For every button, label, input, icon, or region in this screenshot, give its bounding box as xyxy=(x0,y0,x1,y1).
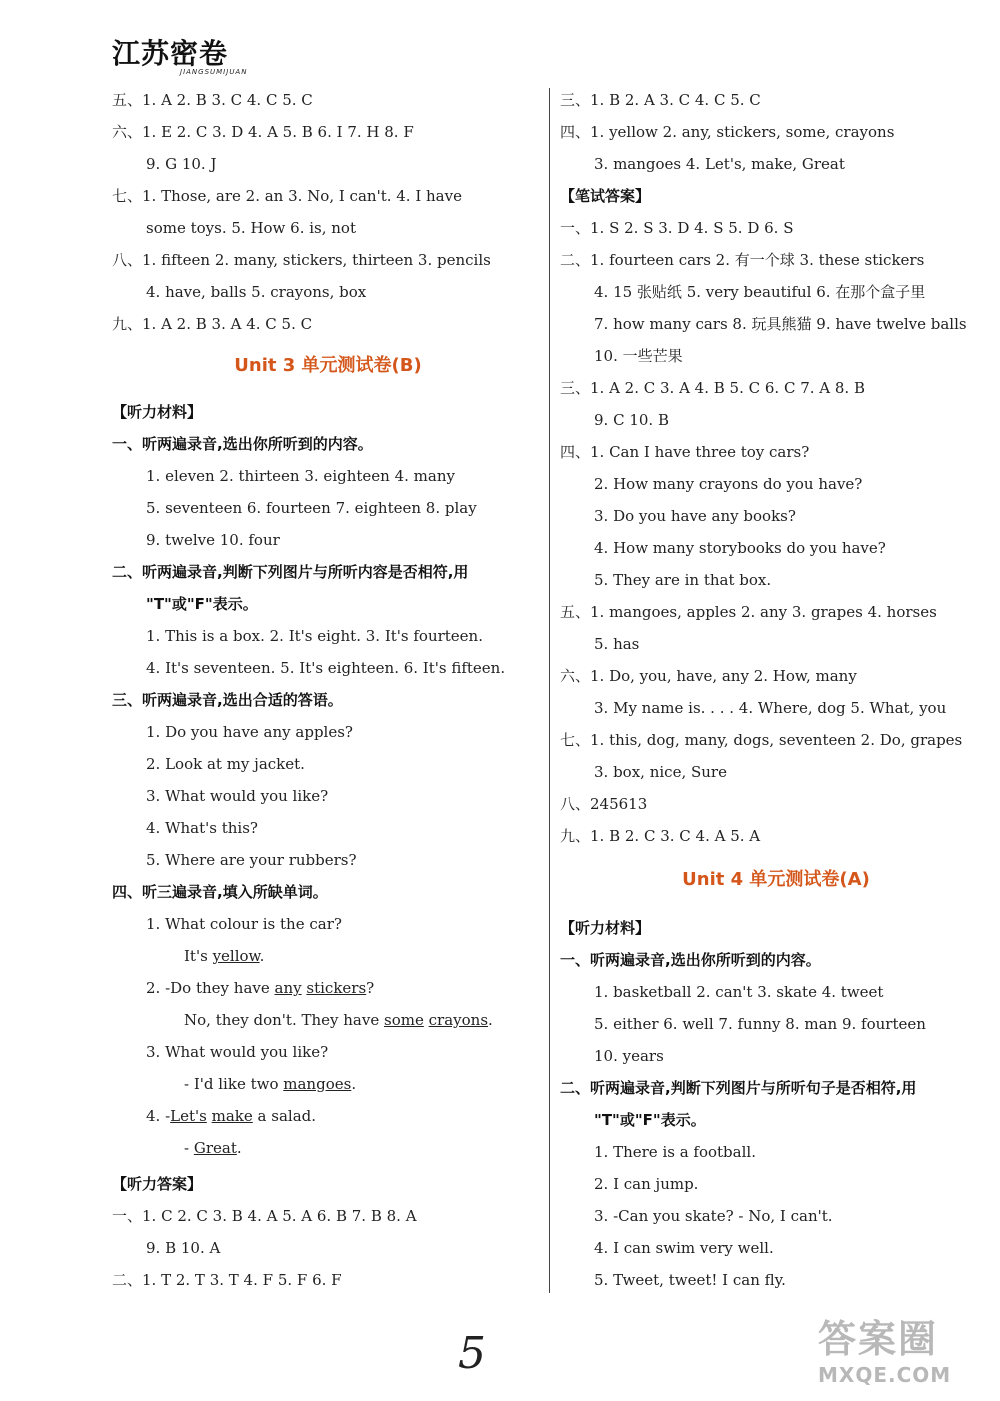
dialogue-text: . xyxy=(488,1011,493,1029)
section-heading: 【听力材料】 xyxy=(112,403,203,421)
filled-word: crayons xyxy=(428,1011,489,1029)
filled-word: mangoes xyxy=(283,1075,352,1093)
answer-line: 3. What would you like? xyxy=(146,1043,329,1061)
dialogue-line xyxy=(146,1106,316,1126)
question-heading: 二、听两遍录音,判断下列图片与所听内容是否相符,用 xyxy=(112,563,469,581)
answer-line: 4. It's seventeen. 5. It's eighteen. 6. It's fifteen. xyxy=(146,659,506,677)
dialogue-text: . xyxy=(351,1075,357,1093)
section-heading: 【听力答案】 xyxy=(112,1175,203,1193)
answer-line: 4. have, balls 5. crayons, box xyxy=(146,283,367,301)
answer-line: 九、1. B 2. C 3. C 4. A 5. A xyxy=(560,827,761,845)
dialogue-text: a salad. xyxy=(257,1107,317,1125)
answer-line: 2. I can jump. xyxy=(594,1175,699,1193)
answer-line: 1. Do you have any apples? xyxy=(146,723,353,741)
answer-line: some toys. 5. How 6. is, not xyxy=(146,219,356,237)
answer-line: 四、1. Can I have three toy cars? xyxy=(560,443,810,461)
answer-line: 9. twelve 10. four xyxy=(146,531,280,549)
answer-line: 一、1. C 2. C 3. B 4. A 5. A 6. B 7. B 8. A xyxy=(112,1207,417,1225)
section-heading: 【笔试答案】 xyxy=(560,187,651,205)
filled-word: Let's xyxy=(170,1107,207,1125)
answer-line: 10. 一些芒果 xyxy=(594,347,683,365)
dialogue-line xyxy=(184,1010,493,1030)
answer-line: 二、1. fourteen cars 2. 有一个球 3. these stickers xyxy=(560,251,925,269)
answer-line: 三、1. B 2. A 3. C 4. C 5. C xyxy=(560,91,761,109)
dialogue-line xyxy=(146,978,374,998)
filled-word: any xyxy=(274,979,302,997)
dialogue-text: - I'd like two xyxy=(184,1075,279,1093)
question-heading: 一、听两遍录音,选出你所听到的内容。 xyxy=(112,435,373,453)
dialogue-line xyxy=(184,1138,242,1158)
answer-line: 5. Where are your rubbers? xyxy=(146,851,357,869)
answer-line: 5. either 6. well 7. funny 8. man 9. fourteen xyxy=(594,1015,926,1033)
dialogue-text: . xyxy=(259,947,265,965)
answer-line: 六、1. E 2. C 3. D 4. A 5. B 6. I 7. H 8. F xyxy=(112,123,414,141)
answer-line: 五、1. A 2. B 3. C 4. C 5. C xyxy=(112,91,313,109)
answer-line: 七、1. this, dog, many, dogs, seventeen 2. Do, grapes xyxy=(560,731,963,749)
answer-line: 3. -Can you skate? - No, I can't. xyxy=(594,1207,833,1225)
answer-line: 9. G 10. J xyxy=(146,155,217,173)
answer-line: 9. C 10. B xyxy=(594,411,669,429)
watermark-top: 答案圈 xyxy=(818,1317,939,1361)
answer-line: 2. How many crayons do you have? xyxy=(594,475,863,493)
logo-title: 江苏密卷 xyxy=(112,37,229,70)
watermark-bottom: MXQE.COM xyxy=(818,1363,952,1387)
answer-line: 七、1. Those, are 2. an 3. No, I can't. 4. I have xyxy=(112,187,462,205)
question-heading: 一、听两遍录音,选出你所听到的内容。 xyxy=(560,951,821,969)
answer-line: 四、1. yellow 2. any, stickers, some, crayons xyxy=(560,123,895,141)
column-divider xyxy=(549,88,550,1293)
answer-line: 一、1. S 2. S 3. D 4. S 5. D 6. S xyxy=(560,219,794,237)
answer-line: 4. I can swim very well. xyxy=(594,1239,774,1257)
answer-line: 2. Look at my jacket. xyxy=(146,755,305,773)
dialogue-text: 4. - xyxy=(146,1107,171,1125)
answer-line: 3. My name is. . . . 4. Where, dog 5. What, you xyxy=(594,699,947,717)
answer-line: 1. What colour is the car? xyxy=(146,915,342,933)
page-number: 5 xyxy=(458,1328,486,1379)
dialogue-text: - xyxy=(184,1139,190,1157)
answer-line: 4. What's this? xyxy=(146,819,258,837)
answer-line: 5. Tweet, tweet! I can fly. xyxy=(594,1271,786,1289)
book-logo xyxy=(112,32,372,82)
dialogue-text: ? xyxy=(366,979,375,997)
filled-word: yellow xyxy=(212,947,260,965)
answer-line: 7. how many cars 8. 玩具熊猫 9. have twelve balls xyxy=(594,315,967,333)
unit-title: Unit 3 单元测试卷(B) xyxy=(234,355,422,376)
unit-title: Unit 4 单元测试卷(A) xyxy=(682,869,870,890)
answer-line: 五、1. mangoes, apples 2. any 3. grapes 4. horses xyxy=(560,603,937,621)
answer-line: 9. B 10. A xyxy=(146,1239,221,1257)
dialogue-text: 2. -Do they have xyxy=(146,979,270,997)
question-heading: 三、听两遍录音,选出合适的答语。 xyxy=(112,691,343,709)
dialogue-text: No, they don't. They have xyxy=(184,1011,380,1029)
answer-line: 八、1. fifteen 2. many, stickers, thirteen 3. pencils xyxy=(112,251,491,269)
section-heading: 【听力材料】 xyxy=(560,919,651,937)
filled-word: some xyxy=(384,1011,424,1029)
question-heading: 二、听两遍录音,判断下列图片与所听句子是否相符,用 xyxy=(560,1079,917,1097)
filled-word: stickers xyxy=(306,979,367,997)
question-heading: 四、听三遍录音,填入所缺单词。 xyxy=(112,883,328,901)
answer-line: 二、1. T 2. T 3. T 4. F 5. F 6. F xyxy=(112,1271,342,1289)
answer-line: 3. box, nice, Sure xyxy=(594,763,727,781)
dialogue-text: . xyxy=(236,1139,242,1157)
answer-line: 1. There is a football. xyxy=(594,1143,756,1161)
answer-line: 八、245613 xyxy=(560,795,648,813)
question-heading: "T"或"F"表示。 xyxy=(146,595,258,613)
answer-line: 10. years xyxy=(594,1047,664,1065)
logo-subtitle: JIANGSUMIJUAN xyxy=(180,68,248,76)
site-watermark xyxy=(818,1308,988,1396)
answer-line: 5. seventeen 6. fourteen 7. eighteen 8. play xyxy=(146,499,477,517)
answer-line: 5. has xyxy=(594,635,640,653)
filled-word: make xyxy=(211,1107,253,1125)
dialogue-line xyxy=(184,946,264,966)
answer-line: 三、1. A 2. C 3. A 4. B 5. C 6. C 7. A 8. B xyxy=(560,379,865,397)
answer-line: 4. 15 张贴纸 5. very beautiful 6. 在那个盒子里 xyxy=(594,283,926,301)
answer-line: 1. basketball 2. can't 3. skate 4. tweet xyxy=(594,983,884,1001)
answer-line: 4. How many storybooks do you have? xyxy=(594,539,886,557)
answer-line: 3. Do you have any books? xyxy=(594,507,796,525)
answer-line: 1. eleven 2. thirteen 3. eighteen 4. many xyxy=(146,467,455,485)
question-heading: "T"或"F"表示。 xyxy=(594,1111,706,1129)
dialogue-line xyxy=(184,1074,356,1094)
filled-word: Great xyxy=(193,1139,237,1157)
answer-line: 六、1. Do, you, have, any 2. How, many xyxy=(560,667,857,685)
answer-line: 5. They are in that box. xyxy=(594,571,772,589)
answer-line: 1. This is a box. 2. It's eight. 3. It's fourteen. xyxy=(146,627,483,645)
dialogue-text: It's xyxy=(184,947,208,965)
answer-line: 3. What would you like? xyxy=(146,787,329,805)
answer-line: 3. mangoes 4. Let's, make, Great xyxy=(594,155,845,173)
answer-line: 九、1. A 2. B 3. A 4. C 5. C xyxy=(112,315,313,333)
